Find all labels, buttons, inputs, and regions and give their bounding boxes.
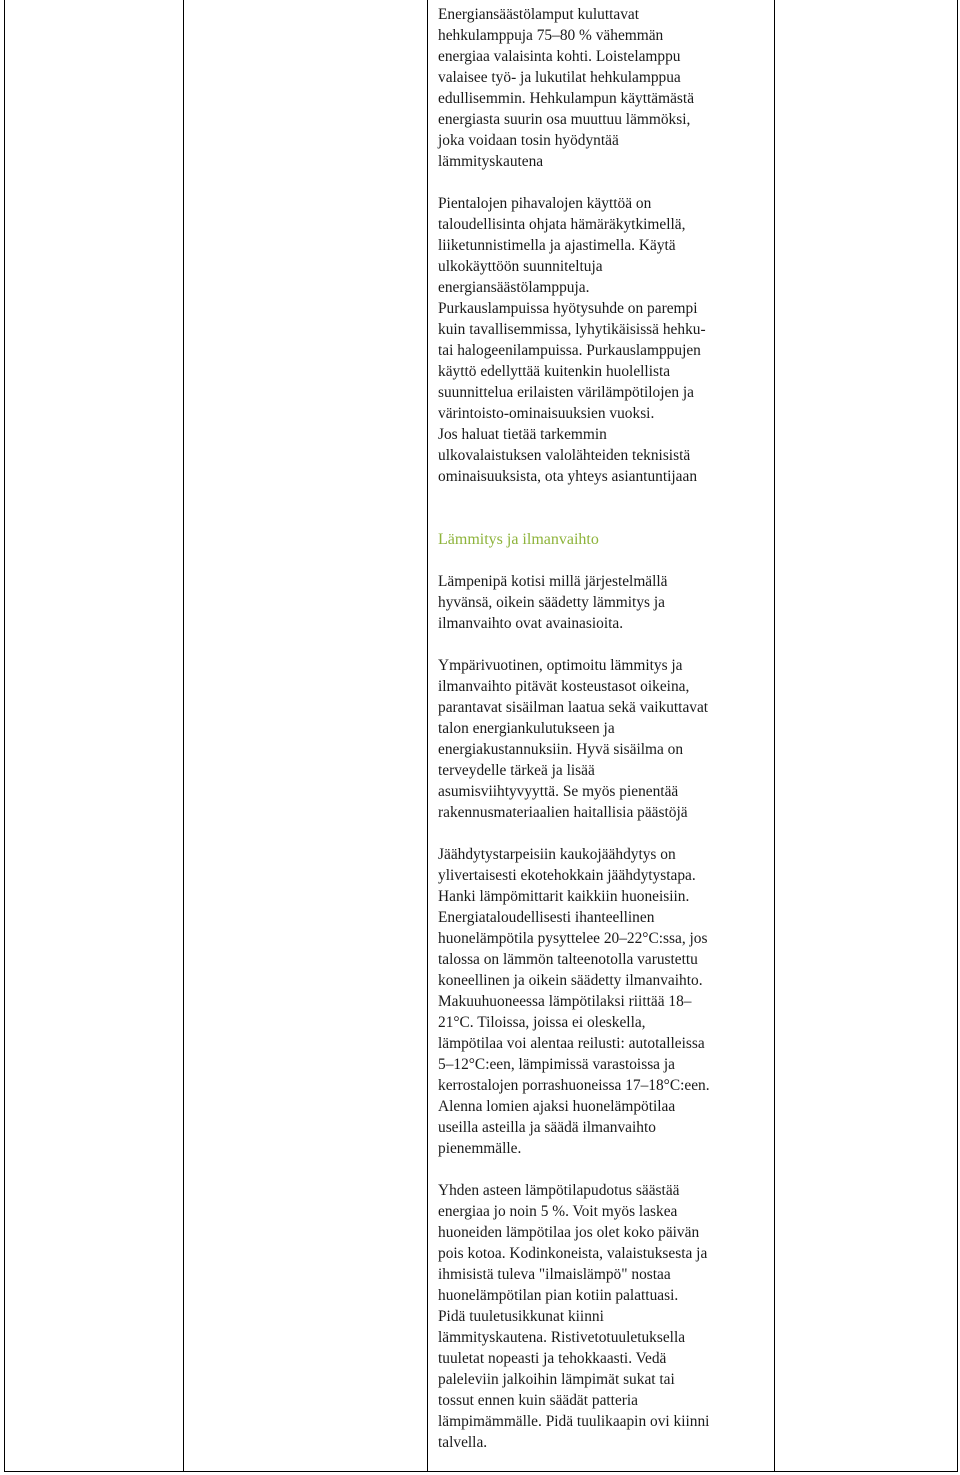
- spacer: [438, 487, 768, 529]
- text-line: tuuletat nopeasti ja tehokkaasti. Vedä: [438, 1350, 667, 1367]
- text-line: Jäähdytystarpeisiin kaukojäähdytys on: [438, 846, 676, 863]
- text-line: Alenna lomien ajaksi huonelämpötilaa: [438, 1098, 676, 1115]
- text-line: lämmityskautena. Ristivetotuuletuksella: [438, 1329, 686, 1346]
- column-divider-3: [774, 0, 775, 1471]
- text-line: lämpimämmälle. Pidä tuulikaapin ovi kiinni: [438, 1413, 710, 1430]
- text-line: energiaa valaisinta kohti. Loistelamppu: [438, 48, 681, 65]
- text-line: talon energiankulutukseen ja: [438, 720, 615, 737]
- text-line: Makuuhuoneessa lämpötilaksi riittää 18–: [438, 993, 692, 1010]
- column-divider-2: [427, 0, 428, 1471]
- text-line: kerrostalojen porrashuoneissa 17–18°C:een.: [438, 1077, 710, 1094]
- spacer: [438, 1159, 768, 1180]
- heating-paragraph-2: [438, 655, 768, 823]
- text-line: energiasta suurin osa muuttuu lämmöksi,: [438, 111, 691, 128]
- text-line: ulkovalaistuksen valolähteiden teknisistä: [438, 447, 691, 464]
- spacer: [438, 550, 768, 571]
- text-line: Energiansäästölamput kuluttavat: [438, 6, 640, 23]
- text-line: hehkulamppuja 75–80 % vähemmän: [438, 27, 664, 44]
- text-line: 21°C. Tiloissa, joissa ei oleskella,: [438, 1014, 646, 1031]
- text-line: taloudellisinta ohjata hämäräkytkimellä,: [438, 216, 686, 233]
- text-line: talossa on lämmön talteenotolla varustettu: [438, 951, 698, 968]
- text-line: parantavat sisäilman laatua sekä vaikuttavat: [438, 699, 709, 716]
- text-line: valaisee työ- ja lukutilat hehkulamppua: [438, 69, 681, 86]
- text-line: Energiataloudellisesti ihanteellinen: [438, 909, 655, 926]
- text-line: Purkauslampuissa hyötysuhde on parempi: [438, 300, 698, 317]
- lighting-paragraph-1: [438, 4, 768, 172]
- text-line: talvella.: [438, 1434, 488, 1451]
- text-line: käyttö edellyttää kuitenkin huolellista: [438, 363, 671, 380]
- heating-paragraph-4: [438, 1180, 768, 1453]
- text-line: ominaisuuksista, ota yhteys asiantuntijaan: [438, 468, 698, 485]
- text-line: lämmityskautena: [438, 153, 544, 170]
- spacer: [438, 634, 768, 655]
- text-line: rakennusmateriaalien haitallisia päästöjä: [438, 804, 688, 821]
- text-line: joka voidaan tosin hyödyntää: [438, 132, 619, 149]
- text-line: ilmanvaihto pitävät kosteustasot oikeina,: [438, 678, 690, 695]
- text-line: lämpötilaa voi alentaa reilusti: autotalleissa: [438, 1035, 705, 1052]
- text-line: huonelämpötila pysyttelee 20–22°C:ssa, jos: [438, 930, 708, 947]
- text-line: terveydelle tärkeä ja lisää: [438, 762, 595, 779]
- text-line: Yhden asteen lämpötilapudotus säästää: [438, 1182, 680, 1199]
- text-line: energiansäästölamppuja.: [438, 279, 590, 296]
- text-line: Lämpenipä kotisi millä järjestelmällä: [438, 573, 668, 590]
- text-line: paleleviin jalkoihin lämpimät sukat tai: [438, 1371, 675, 1388]
- heating-paragraph-3: [438, 844, 768, 1159]
- spacer: [438, 823, 768, 844]
- text-line: ylivertaisesti ekotehokkain jäähdytystapa.: [438, 867, 696, 884]
- text-line: Jos haluat tietää tarkemmin: [438, 426, 607, 443]
- text-line: asumisviihtyvyyttä. Se myös pienentää: [438, 783, 679, 800]
- text-line: hyvänsä, oikein säädetty lämmitys ja: [438, 594, 665, 611]
- text-line: ihmisistä tuleva "ilmaislämpö" nostaa: [438, 1266, 671, 1283]
- text-line: Ympärivuotinen, optimoitu lämmitys ja: [438, 657, 683, 674]
- text-line: pienemmälle.: [438, 1140, 522, 1157]
- spacer: [438, 172, 768, 193]
- text-line: useilla asteilla ja säädä ilmanvaihto: [438, 1119, 656, 1136]
- text-line: Pientalojen pihavalojen käyttöä on: [438, 195, 652, 212]
- text-line: liiketunnistimella ja ajastimella. Käytä: [438, 237, 676, 254]
- text-line: Hanki lämpömittarit kaikkiin huoneisiin.: [438, 888, 690, 905]
- text-line: koneellinen ja oikein säädetty ilmanvaihto.: [438, 972, 703, 989]
- text-line: pois kotoa. Kodinkoneista, valaistuksesta ja: [438, 1245, 708, 1262]
- heating-paragraph-1: [438, 571, 768, 634]
- text-line: ilmanvaihto ovat avainasioita.: [438, 615, 624, 632]
- text-line: suunnittelua erilaisten värilämpötilojen ja: [438, 384, 695, 401]
- text-line: huonelämpötilan pian kotiin palattuasi.: [438, 1287, 679, 1304]
- column-divider-1: [183, 0, 184, 1471]
- text-line: tossut ennen kuin säädät patteria: [438, 1392, 639, 1409]
- text-line: edullisemmin. Hehkulampun käyttämästä: [438, 90, 695, 107]
- lighting-paragraph-2: [438, 193, 768, 487]
- text-line: 5–12°C:een, lämpimissä varastoissa ja: [438, 1056, 675, 1073]
- text-line: värintoisto-ominaisuuksien vuoksi.: [438, 405, 655, 422]
- content-cell: [438, 4, 768, 1453]
- text-line: energiaa jo noin 5 %. Voit myös laskea: [438, 1203, 678, 1220]
- text-line: huoneiden lämpötilaa jos olet koko päivän: [438, 1224, 700, 1241]
- text-line: energiakustannuksiin. Hyvä sisäilma on: [438, 741, 684, 758]
- text-line: ulkokäyttöön suunniteltuja: [438, 258, 603, 275]
- text-line: Pidä tuuletusikkunat kiinni: [438, 1308, 604, 1325]
- section-heading: Lämmitys ja ilmanvaihto: [438, 531, 599, 548]
- text-line: kuin tavallisemmissa, lyhytikäisissä hehku-: [438, 321, 706, 338]
- text-line: tai halogeenilampuissa. Purkauslamppujen: [438, 342, 701, 359]
